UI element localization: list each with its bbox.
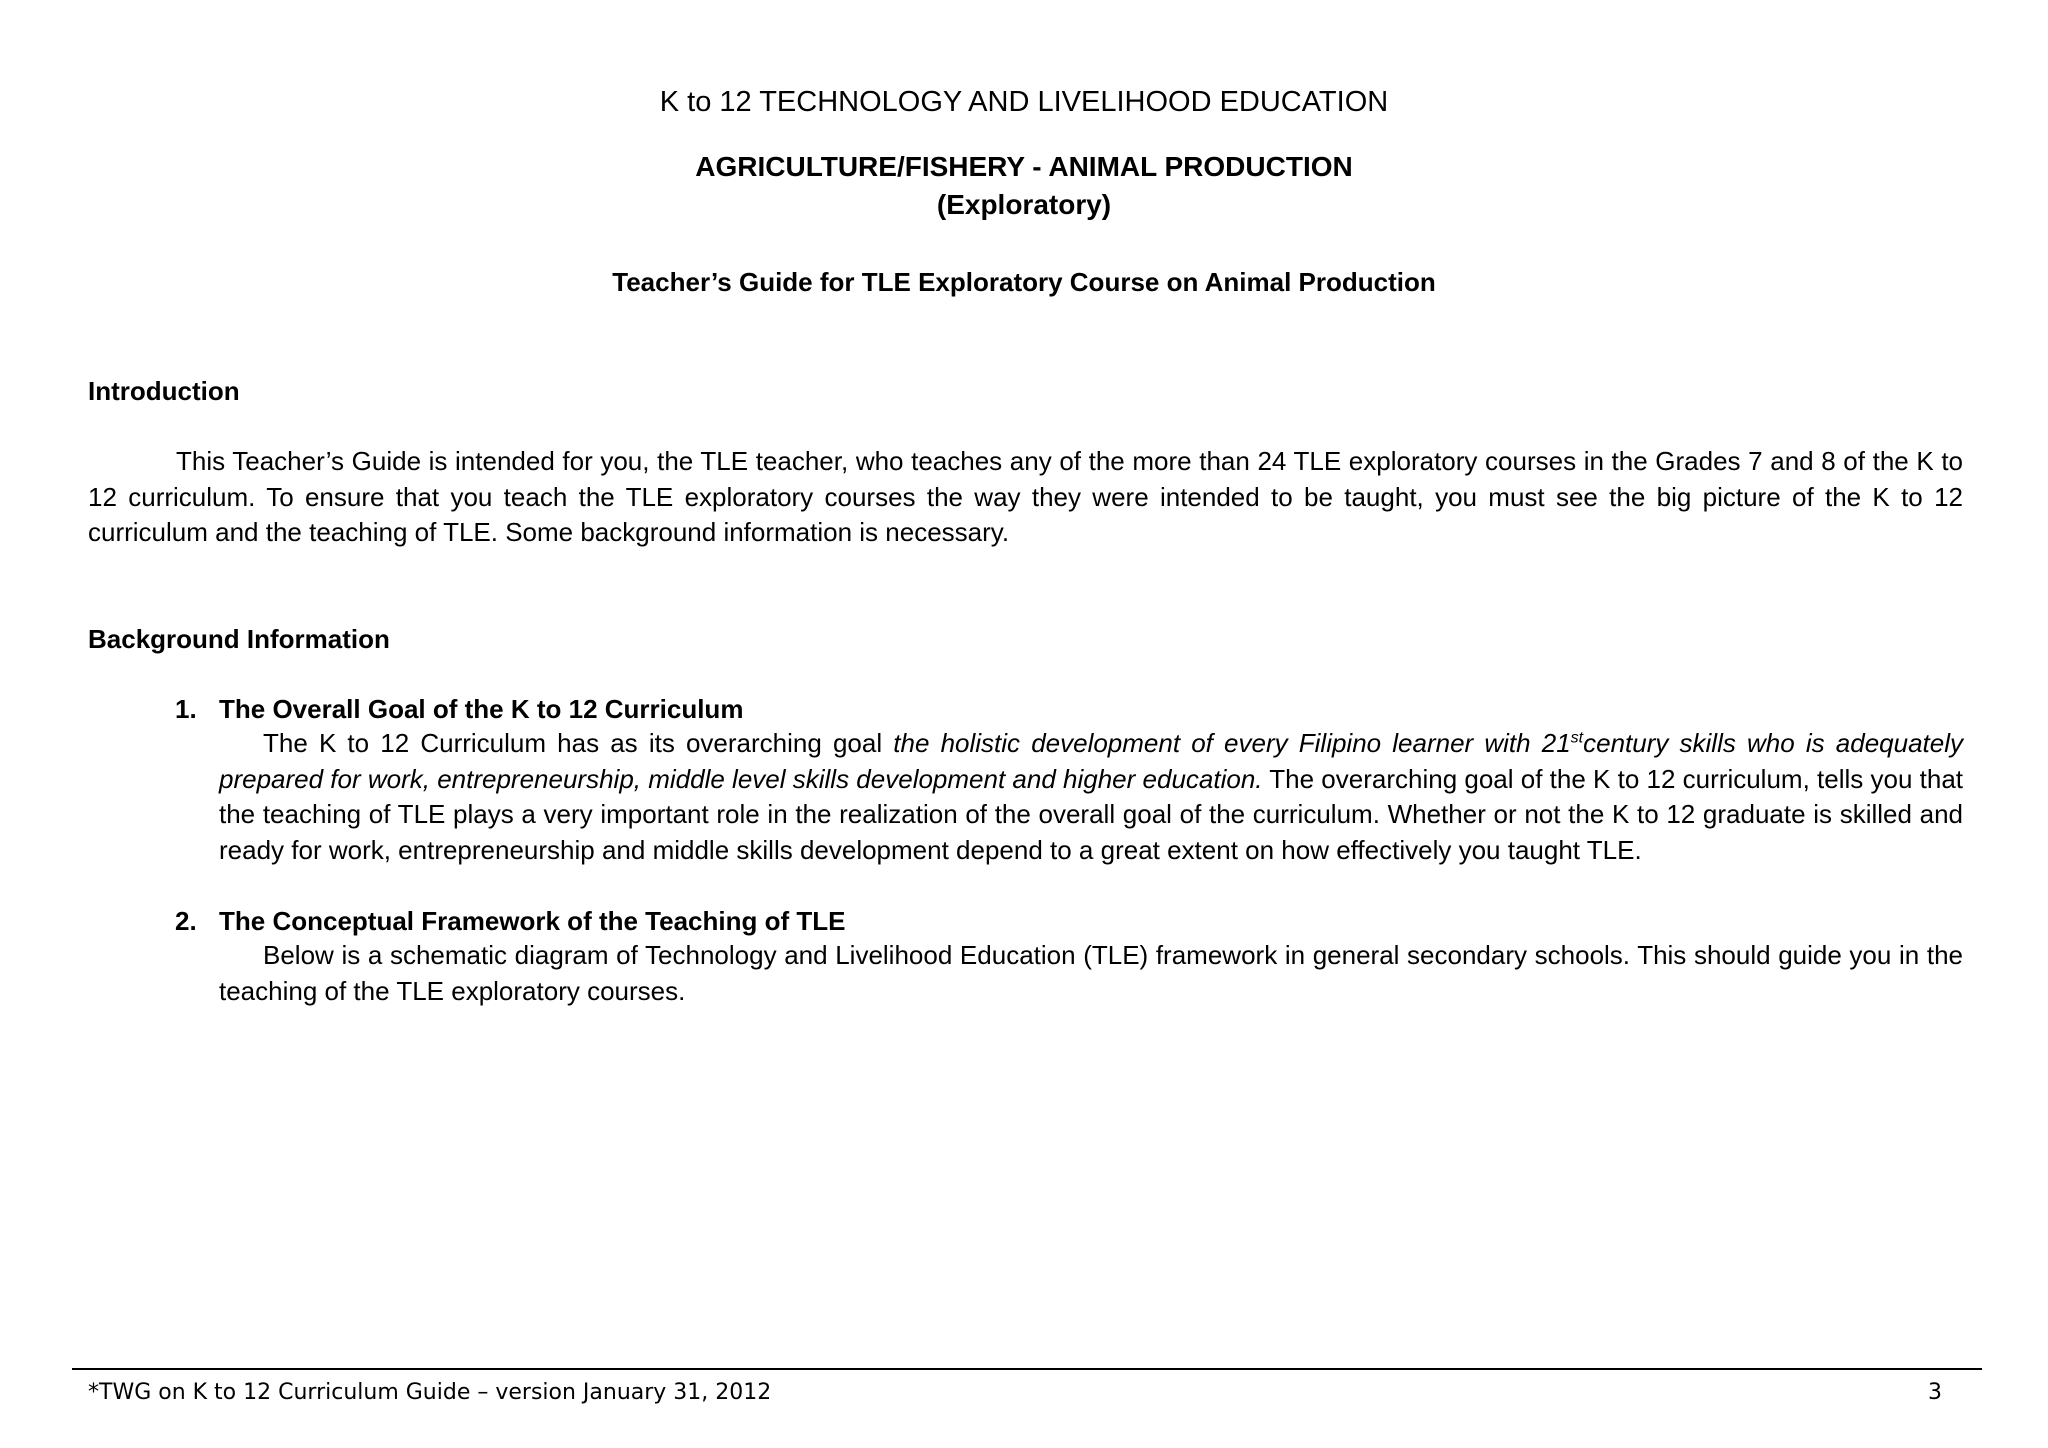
introduction-paragraph: This Teacher’s Guide is intended for you, the TLE teacher, who teaches any of the more than 24 TLE exploratory courses in the Grades 7 and 8 of the K to 12 curriculum. To ensure that you teach the TLE exploratory courses the way they were intended to be taught, you must see the big picture of the K to 12 curriculum and the teaching of TLE. Some background information is necessary. bbox=[88, 446, 1963, 547]
goal-text-italic-a: the holistic development of every Filipino learner with 21 bbox=[893, 728, 1571, 758]
subject-type: (Exploratory) bbox=[936, 189, 1112, 220]
footer-note: *TWG on K to 12 Curriculum Guide – version January 31, 2012 bbox=[88, 1380, 772, 1405]
goal-superscript: st bbox=[1570, 729, 1584, 747]
background-heading: Background Information bbox=[88, 624, 390, 654]
goal-text-b: The overarching goal of the K to 12 curriculum, tells you that the teaching of TLE plays a very important role in the realization of the overall goal of the curriculum. Whether or not the K to 12 graduate is skilled and ready for work, entrepreneurship and middle skills development depend to a great extent on how effectively you taught TLE. bbox=[219, 763, 1964, 865]
item-title-conceptual-framework: The Conceptual Framework of the Teaching of TLE bbox=[219, 906, 846, 936]
introduction-heading: Introduction bbox=[88, 376, 240, 406]
goal-text-a: The K to 12 Curriculum has as its overarching goal bbox=[263, 728, 894, 758]
program-title: K to 12 TECHNOLOGY AND LIVELIHOOD EDUCATION bbox=[659, 86, 1389, 118]
item-paragraph-conceptual-framework: Below is a schematic diagram of Technology and Livelihood Education (TLE) framework in general secondary schools. This should guide you in the teaching of the TLE exploratory courses. bbox=[219, 940, 1963, 1006]
item-paragraph-overall-goal bbox=[219, 726, 1963, 868]
item-number-2: 2. bbox=[175, 906, 197, 936]
item-title-overall-goal: The Overall Goal of the K to 12 Curriculum bbox=[219, 694, 744, 724]
goal-text-italic-b: century skills who is adequately prepared for work, entrepreneurship, middle level skills development and higher education. bbox=[219, 728, 1963, 794]
footer-divider bbox=[72, 1368, 1982, 1370]
item-number-1: 1. bbox=[175, 694, 197, 724]
page-number: 3 bbox=[1928, 1380, 1942, 1405]
guide-title: Teacher’s Guide for TLE Exploratory Course on Animal Production bbox=[612, 267, 1436, 297]
subject-title: AGRICULTURE/FISHERY - ANIMAL PRODUCTION bbox=[695, 151, 1353, 182]
